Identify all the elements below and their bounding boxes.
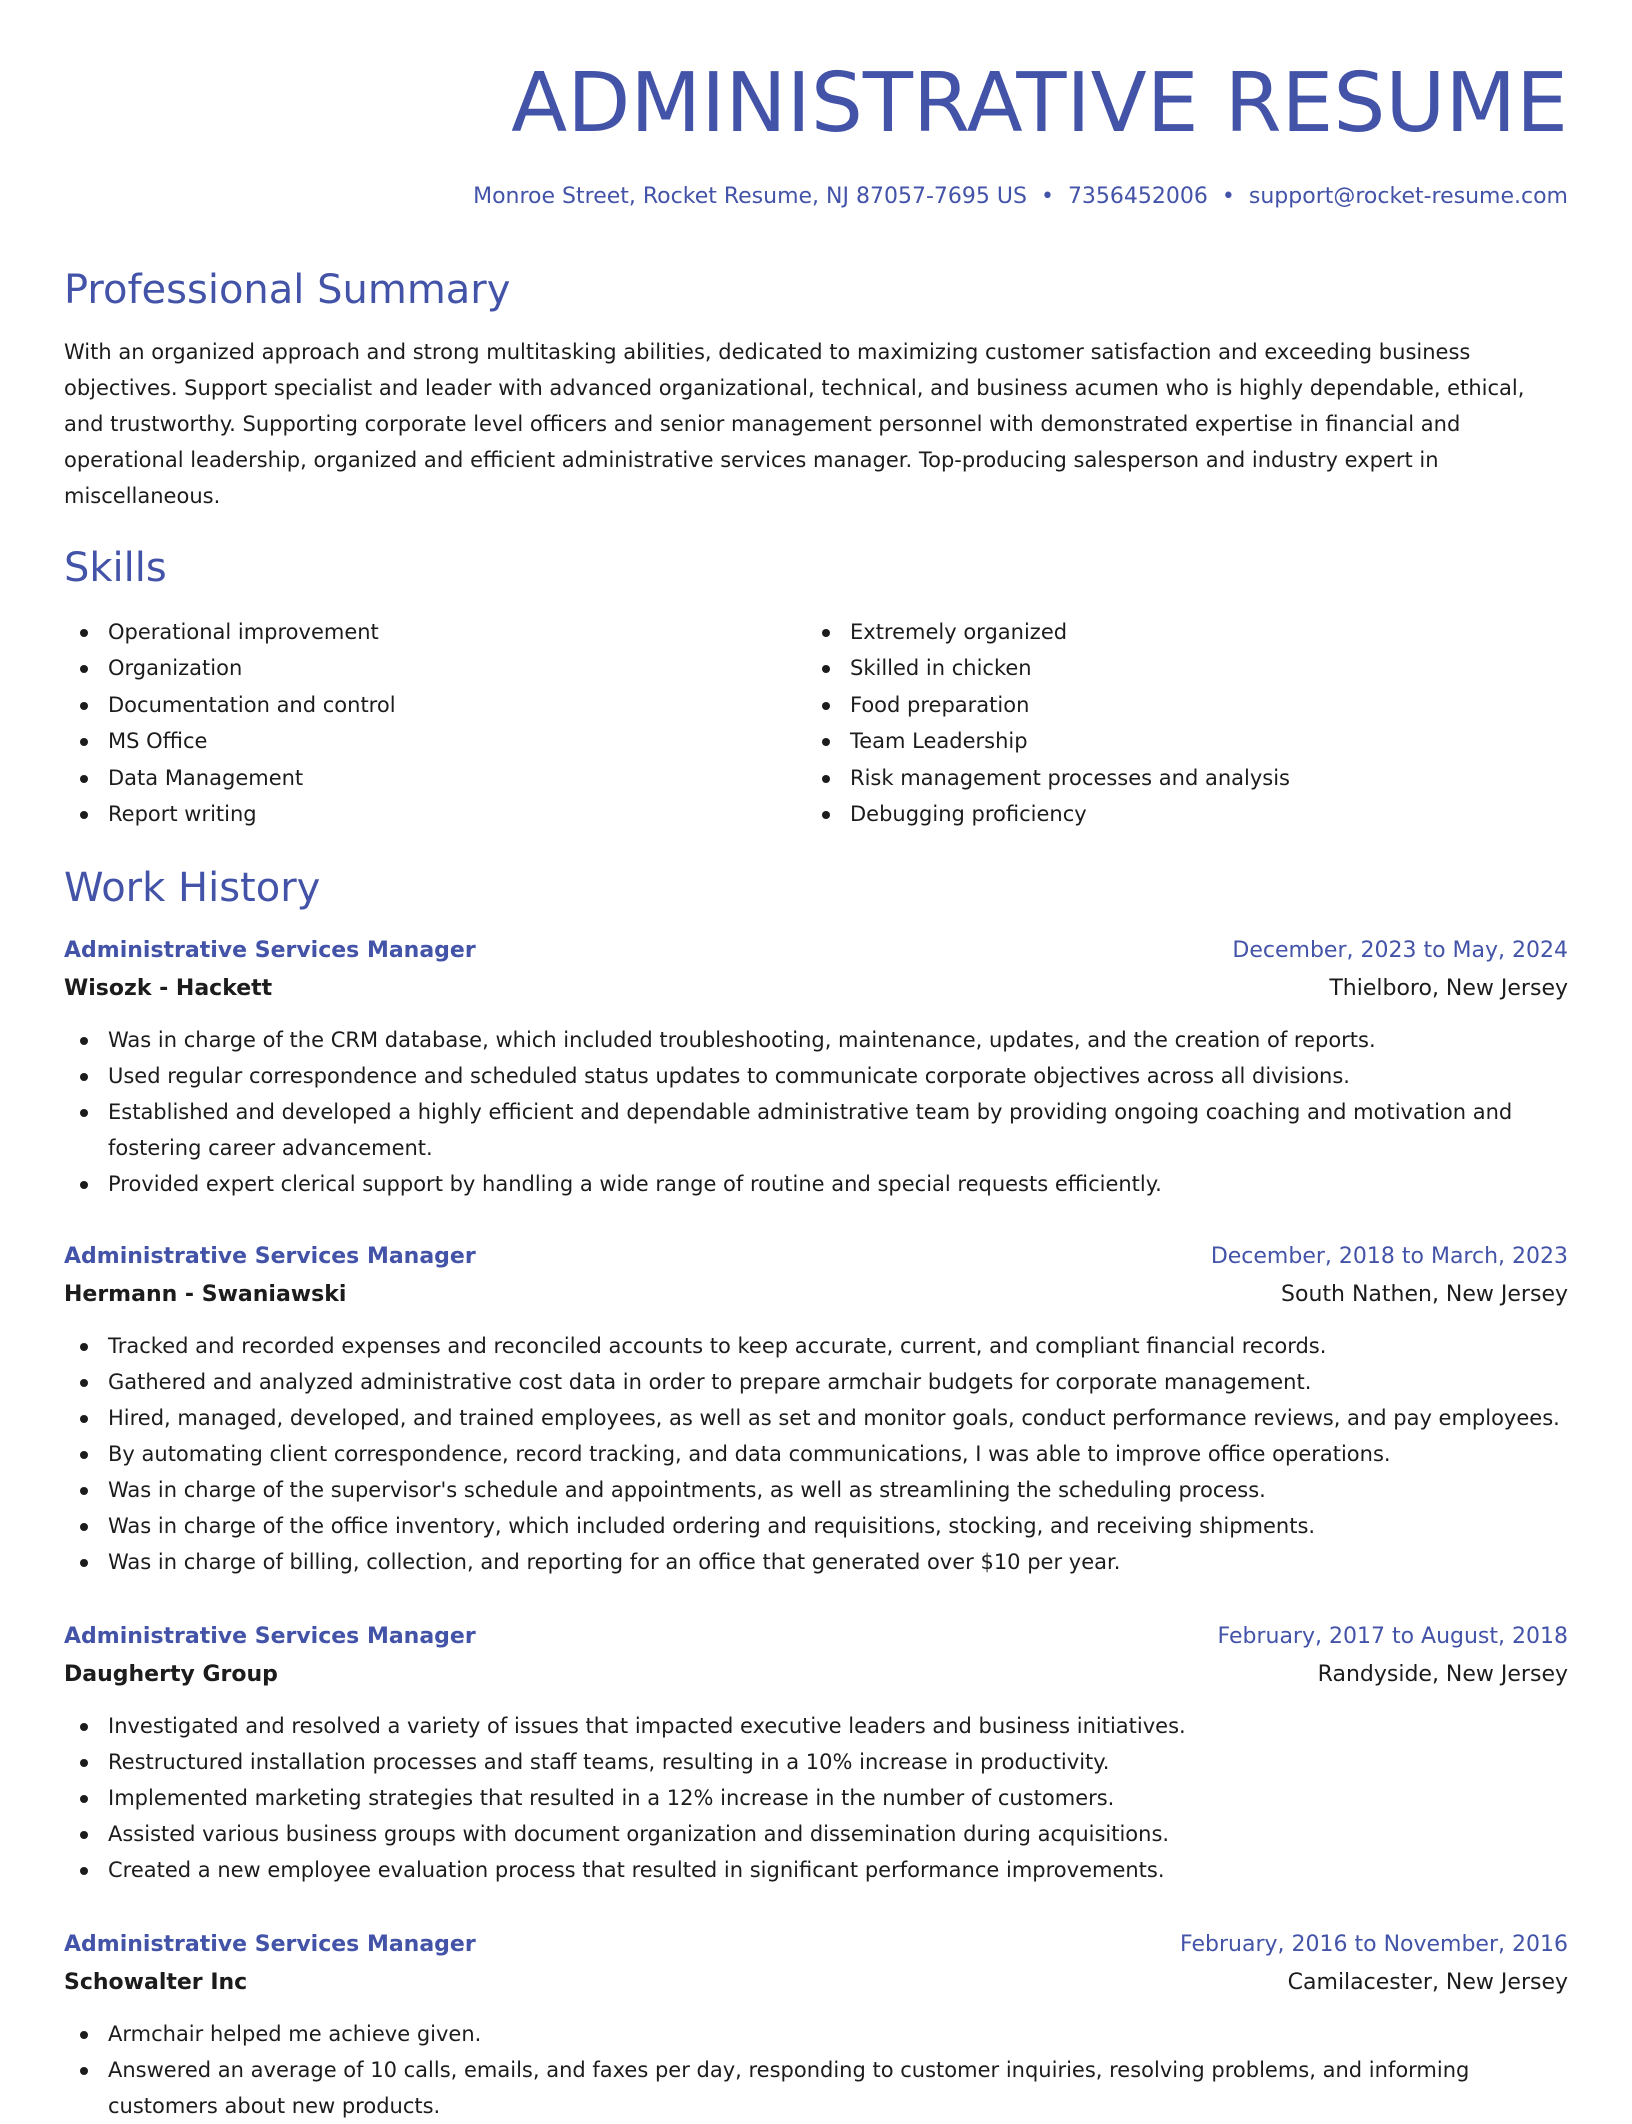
job-dates: February, 2016 to November, 2016 — [1180, 1932, 1568, 1957]
job-header-row — [64, 932, 1568, 970]
job-bullet: Hired, managed, developed, and trained employees, as well as set and monitor goals, conduct performance reviews, and pay employees. — [64, 1400, 1568, 1436]
skills-list-right — [806, 614, 1506, 832]
job-bullet: Restructured installation processes and staff teams, resulting in a 10% increase in productivity. — [64, 1744, 1568, 1780]
skill-item: Food preparation — [806, 687, 1506, 723]
job-dates: February, 2017 to August, 2018 — [1217, 1624, 1568, 1649]
job-company-row — [64, 1656, 1568, 1694]
job-bullet: Was in charge of the supervisor's schedule and appointments, as well as streamlining the scheduling process. — [64, 1472, 1568, 1508]
job-bullet: Was in charge of the office inventory, which included ordering and requisitions, stocking, and receiving shipments. — [64, 1508, 1568, 1544]
skill-item: Extremely organized — [806, 614, 1506, 650]
job-bullets — [64, 2016, 1568, 2124]
job-title: Administrative Services Manager — [64, 1244, 476, 1269]
job-location: South Nathen, New Jersey — [1281, 1282, 1568, 1307]
job-title: Administrative Services Manager — [64, 1932, 476, 1957]
resume-title: ADMINISTRATIVE RESUME — [511, 56, 1568, 151]
job-entry — [64, 1926, 1568, 2124]
skills-heading: Skills — [64, 545, 167, 591]
contact-email[interactable]: support@rocket-resume.com — [1248, 184, 1568, 209]
contact-line — [473, 180, 1568, 214]
skill-item: Risk management processes and analysis — [806, 760, 1506, 796]
job-entry — [64, 1618, 1568, 1888]
job-bullet: Gathered and analyzed administrative cost data in order to prepare armchair budgets for corporate management. — [64, 1364, 1568, 1400]
skill-item: Organization — [64, 650, 764, 686]
job-header-row — [64, 1926, 1568, 1964]
job-bullet: Investigated and resolved a variety of issues that impacted executive leaders and business initiatives. — [64, 1708, 1568, 1744]
skill-item: Operational improvement — [64, 614, 764, 650]
job-bullet: Answered an average of 10 calls, emails, and faxes per day, responding to customer inquiries, resolving problems, and informing customers about new products. — [64, 2052, 1568, 2124]
job-title: Administrative Services Manager — [64, 938, 476, 963]
job-title: Administrative Services Manager — [64, 1624, 476, 1649]
job-bullet: Created a new employee evaluation process that resulted in significant performance improvements. — [64, 1852, 1568, 1888]
skill-item: Debugging proficiency — [806, 796, 1506, 832]
skills-list-left — [64, 614, 764, 832]
job-header-row — [64, 1238, 1568, 1276]
contact-address: Monroe Street, Rocket Resume, NJ 87057-7695 US — [473, 184, 1027, 209]
job-entry — [64, 1238, 1568, 1580]
work-history-heading: Work History — [64, 865, 321, 911]
job-company: Hermann - Swaniawski — [64, 1282, 347, 1307]
skill-item: Documentation and control — [64, 687, 764, 723]
job-bullet: Provided expert clerical support by handling a wide range of routine and special requests efficiently. — [64, 1166, 1568, 1202]
job-company-row — [64, 1964, 1568, 2002]
job-company: Daugherty Group — [64, 1662, 278, 1687]
job-bullet: Used regular correspondence and scheduled status updates to communicate corporate objectives across all divisions. — [64, 1058, 1568, 1094]
skill-item: Report writing — [64, 796, 764, 832]
job-bullet: Implemented marketing strategies that resulted in a 12% increase in the number of customers. — [64, 1780, 1568, 1816]
job-company-row — [64, 1276, 1568, 1314]
job-dates: December, 2018 to March, 2023 — [1210, 1244, 1568, 1269]
skill-item: Skilled in chicken — [806, 650, 1506, 686]
job-bullet: Armchair helped me achieve given. — [64, 2016, 1568, 2052]
skill-item: Data Management — [64, 760, 764, 796]
job-entry — [64, 932, 1568, 1202]
job-bullet: Established and developed a highly efficient and dependable administrative team by providing ongoing coaching and motivation and fostering career advancement. — [64, 1094, 1568, 1166]
job-bullet: By automating client correspondence, record tracking, and data communications, I was able to improve office operations. — [64, 1436, 1568, 1472]
job-location: Randyside, New Jersey — [1317, 1662, 1568, 1687]
job-bullet: Assisted various business groups with document organization and dissemination during acquisitions. — [64, 1816, 1568, 1852]
contact-separator: • — [1040, 184, 1054, 209]
contact-separator: • — [1221, 184, 1235, 209]
job-bullet: Was in charge of the CRM database, which included troubleshooting, maintenance, updates, and the creation of reports. — [64, 1022, 1568, 1058]
job-company-row — [64, 970, 1568, 1008]
job-dates: December, 2023 to May, 2024 — [1232, 938, 1568, 963]
job-company: Wisozk - Hackett — [64, 976, 273, 1001]
summary-heading: Professional Summary — [64, 267, 511, 313]
job-bullets — [64, 1708, 1568, 1888]
skill-item: MS Office — [64, 723, 764, 759]
summary-text: With an organized approach and strong multitasking abilities, dedicated to maximizing customer satisfaction and exceeding business objectives. Support specialist and leader with advanced organizational, technical, and business acumen who is highly dependable, ethical, and trustworthy. Supporting corporate level officers and senior management personnel with demonstrated expertise in financial and operational leadership, organized and efficient administrative services manager. Top-producing salesperson and industry expert in miscellaneous. — [64, 340, 1525, 508]
job-bullet: Was in charge of billing, collection, and reporting for an office that generated over $10 per year. — [64, 1544, 1568, 1580]
job-company: Schowalter Inc — [64, 1970, 248, 1995]
job-header-row — [64, 1618, 1568, 1656]
job-location: Camilacester, New Jersey — [1287, 1970, 1568, 1995]
skill-item: Team Leadership — [806, 723, 1506, 759]
contact-phone: 7356452006 — [1067, 184, 1208, 209]
job-bullets — [64, 1022, 1568, 1202]
job-bullets — [64, 1328, 1568, 1580]
job-location: Thielboro, New Jersey — [1329, 976, 1568, 1001]
job-bullet: Tracked and recorded expenses and reconciled accounts to keep accurate, current, and compliant financial records. — [64, 1328, 1568, 1364]
